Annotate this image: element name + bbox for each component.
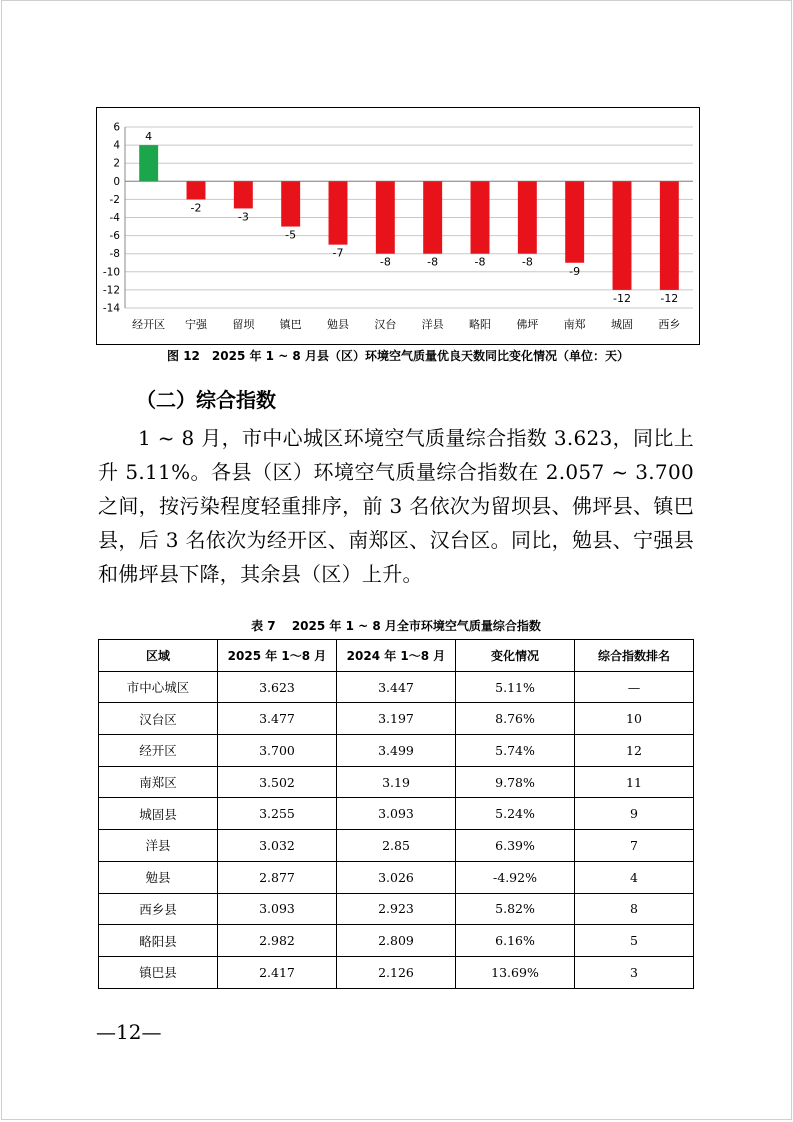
cell-2025: 3.477 (218, 703, 337, 735)
bar (329, 181, 348, 244)
cell-region: 城固县 (99, 798, 218, 830)
y-tick-label: 6 (113, 121, 120, 134)
data-label: -2 (190, 201, 202, 215)
y-tick-label: 0 (113, 175, 120, 188)
cell-change: 5.24% (456, 798, 575, 830)
header-region: 区域 (99, 640, 218, 672)
data-label: -8 (379, 255, 391, 269)
table-row (99, 893, 694, 925)
cell-2025: 2.877 (218, 861, 337, 893)
x-category-label: 洋县 (421, 318, 444, 331)
cell-2025: 2.982 (218, 925, 337, 957)
y-tick-label: -6 (109, 230, 120, 243)
x-category-label: 镇巴 (279, 318, 302, 331)
cell-2024: 2.923 (337, 893, 456, 925)
bar (281, 181, 300, 226)
cell-change: 6.39% (456, 830, 575, 862)
table-row (99, 766, 694, 798)
table-row (99, 703, 694, 735)
bar (660, 181, 679, 290)
x-category-label: 留坝 (232, 318, 255, 331)
cell-rank: 12 (575, 735, 694, 767)
cell-region: 市中心城区 (99, 671, 218, 703)
y-tick-label: -14 (102, 302, 120, 315)
table-row (99, 956, 694, 988)
x-category-label: 勉县 (327, 318, 349, 331)
cell-region: 经开区 (99, 735, 218, 767)
x-category-label: 佛坪 (516, 318, 539, 331)
header-change: 变化情况 (456, 640, 575, 672)
data-label: -12 (660, 291, 679, 305)
cell-change: 6.16% (456, 925, 575, 957)
cell-change: -4.92% (456, 861, 575, 893)
cell-region: 略阳县 (99, 925, 218, 957)
table-title: 表 7 2025 年 1 ~ 8 月全市环境空气质量综合指数 (251, 619, 541, 633)
cell-2025: 3.093 (218, 893, 337, 925)
page-number: —12— (96, 1020, 162, 1044)
y-tick-label: -4 (109, 212, 120, 224)
cell-rank: — (575, 671, 694, 703)
data-label: -3 (237, 210, 249, 224)
x-category-label: 宁强 (185, 318, 207, 331)
data-label: -8 (427, 255, 439, 269)
header-2024: 2024 年 1～8 月 (337, 640, 456, 672)
bar (376, 181, 395, 253)
cell-2024: 2.809 (337, 925, 456, 957)
x-category-label: 略阳 (469, 318, 491, 331)
table-row (99, 671, 694, 703)
data-label: -5 (285, 228, 297, 242)
cell-change: 5.11% (456, 671, 575, 703)
cell-region: 洋县 (99, 830, 218, 862)
composite-index-table (98, 639, 694, 989)
body-paragraph: 1 ~ 8 月，市中心城区环境空气质量综合指数 3.623，同比上升 5.11%。各县（区）环境空气质量综合指数在 2.057 ~ 3.700 之间，按污染程度轻重排序，前 3 名依次为留坝县、佛坪县、镇巴县，后 3 名依次为经开区、南郑区、汉台区。同比，勉县、宁强县和佛坪县下降，其余县（区）上升。 (98, 426, 694, 586)
cell-change: 13.69% (456, 956, 575, 988)
cell-rank: 9 (575, 798, 694, 830)
cell-2025: 3.255 (218, 798, 337, 830)
cell-2024: 3.026 (337, 861, 456, 893)
cell-2024: 2.85 (337, 830, 456, 862)
cell-rank: 10 (575, 703, 694, 735)
table-row (99, 735, 694, 767)
header-2025: 2025 年 1～8 月 (218, 640, 337, 672)
cell-rank: 7 (575, 830, 694, 862)
bar (234, 181, 253, 208)
bar (613, 181, 632, 290)
cell-rank: 4 (575, 861, 694, 893)
x-category-label: 南郑 (563, 318, 586, 331)
table-row (99, 861, 694, 893)
cell-2025: 3.623 (218, 671, 337, 703)
table-row (99, 830, 694, 862)
cell-rank: 3 (575, 956, 694, 988)
cell-2025: 3.032 (218, 830, 337, 862)
data-label: -7 (332, 246, 344, 260)
y-tick-label: -12 (102, 284, 120, 297)
cell-2025: 2.417 (218, 956, 337, 988)
x-category-label: 城固 (611, 318, 633, 331)
x-category-label: 西乡 (658, 318, 681, 331)
chart-caption: 图 12 2025 年 1 ~ 8 月县（区）环境空气质量优良天数同比变化情况（单位：天） (167, 349, 629, 363)
bar (518, 181, 537, 253)
cell-2024: 2.126 (337, 956, 456, 988)
cell-2024: 3.499 (337, 735, 456, 767)
cell-2025: 3.502 (218, 766, 337, 798)
data-label: -12 (613, 291, 631, 305)
cell-change: 5.82% (456, 893, 575, 925)
cell-region: 勉县 (99, 861, 218, 893)
data-label: -8 (474, 255, 486, 269)
x-category-label: 经开区 (132, 318, 166, 331)
y-tick-label: -2 (109, 193, 120, 206)
cell-2025: 3.700 (218, 735, 337, 767)
cell-2024: 3.093 (337, 798, 456, 830)
cell-change: 5.74% (456, 735, 575, 767)
data-label: 4 (145, 130, 153, 144)
cell-change: 9.78% (456, 766, 575, 798)
bar-chart (96, 107, 700, 345)
data-label: -8 (521, 255, 533, 269)
data-label: -9 (569, 264, 581, 278)
cell-region: 汉台区 (99, 703, 218, 735)
bar (471, 181, 490, 253)
cell-region: 南郑区 (99, 766, 218, 798)
cell-region: 镇巴县 (99, 956, 218, 988)
y-tick-label: -8 (109, 248, 120, 261)
cell-rank: 5 (575, 925, 694, 957)
cell-region: 西乡县 (99, 893, 218, 925)
cell-rank: 8 (575, 893, 694, 925)
table-row (99, 798, 694, 830)
bar (423, 181, 442, 253)
bar (187, 181, 206, 199)
y-tick-label: -10 (102, 266, 120, 279)
cell-2024: 3.447 (337, 671, 456, 703)
x-category-label: 汉台 (374, 318, 397, 331)
section-heading: （二）综合指数 (136, 388, 276, 412)
cell-2024: 3.19 (337, 766, 456, 798)
y-tick-label: 2 (113, 157, 120, 170)
bar (565, 181, 584, 262)
bar (139, 145, 158, 181)
y-tick-label: 4 (113, 139, 120, 152)
table-row (99, 925, 694, 957)
cell-rank: 11 (575, 766, 694, 798)
header-rank: 综合指数排名 (575, 640, 694, 672)
table-header-row (99, 640, 694, 672)
cell-change: 8.76% (456, 703, 575, 735)
cell-2024: 3.197 (337, 703, 456, 735)
chart-svg (97, 108, 701, 346)
